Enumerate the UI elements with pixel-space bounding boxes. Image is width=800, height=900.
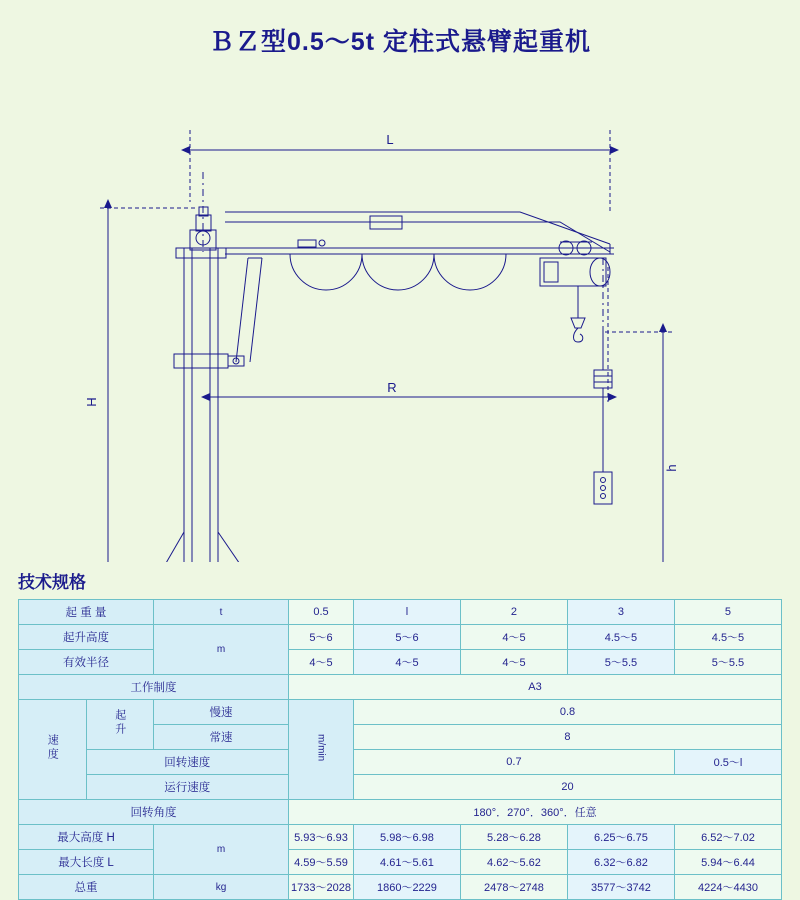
cell-value: 3: [567, 600, 674, 625]
specification-table: [18, 599, 782, 900]
cell-value: 5.28～6.28: [460, 825, 567, 850]
cell-value: 20: [353, 775, 781, 800]
cell-value: 4224～4430: [674, 875, 781, 900]
row-label: 起 重 量: [19, 600, 154, 625]
row-label: 常速: [154, 725, 289, 750]
table-row: [19, 875, 782, 900]
spec-section-title: 技术规格: [18, 573, 86, 592]
cell-value: 4～5: [353, 650, 460, 675]
cell-value: 6.32～6.82: [567, 850, 674, 875]
page-title: ＢＺ型0.5～5t 定柱式悬臂起重机: [209, 28, 591, 56]
cell-value: 4.5～5: [567, 625, 674, 650]
row-unit: m: [154, 825, 289, 875]
cell-value: 0.5～l: [674, 750, 781, 775]
dimension-label-L: L: [386, 132, 394, 147]
row-label: 总重: [19, 875, 154, 900]
cell-value: 6.25～6.75: [567, 825, 674, 850]
cell-value: 3577～3742: [567, 875, 674, 900]
cell-value: 5.98～6.98: [353, 825, 460, 850]
table-row: [19, 700, 782, 725]
table-row: [19, 825, 782, 850]
cell-value: 4.5～5: [674, 625, 781, 650]
cell-value: 180°．270°．360°．任意: [289, 800, 782, 825]
row-label: 最大长度 L: [19, 850, 154, 875]
cell-value: 0.8: [353, 700, 781, 725]
row-label: 慢速: [154, 700, 289, 725]
cell-value: 5～5.5: [674, 650, 781, 675]
table-row: [19, 600, 782, 625]
crane-diagram: [0, 62, 800, 562]
cell-value: 2: [460, 600, 567, 625]
cell-value: 6.52～7.02: [674, 825, 781, 850]
cell-value: 4.59～5.59: [289, 850, 354, 875]
cell-value: 4～5: [460, 650, 567, 675]
row-unit: [289, 700, 354, 800]
row-unit-text: m/min: [315, 734, 327, 762]
row-label: 回转角度: [19, 800, 289, 825]
row-label: 起升高度: [19, 625, 154, 650]
cell-value: 4.61～5.61: [353, 850, 460, 875]
group-label-lift: [86, 700, 154, 750]
cell-value: 0.5: [289, 600, 354, 625]
cell-value: l: [353, 600, 460, 625]
row-unit: kg: [154, 875, 289, 900]
cell-value: 5～6: [353, 625, 460, 650]
cell-value: 0.7: [353, 750, 674, 775]
row-label: 工作制度: [19, 675, 289, 700]
dimension-label-h: h: [664, 464, 679, 472]
row-label: 有效半径: [19, 650, 154, 675]
table-row: [19, 850, 782, 875]
dimension-label-H: H: [84, 397, 99, 407]
cell-value: A3: [289, 675, 782, 700]
cell-value: 5～6: [289, 625, 354, 650]
cell-value: 5: [674, 600, 781, 625]
cell-value: 4～5: [289, 650, 354, 675]
table-row: [19, 750, 782, 775]
row-label: 运行速度: [86, 775, 289, 800]
table-row: [19, 625, 782, 650]
cell-value: 2478～2748: [460, 875, 567, 900]
cell-value: 4～5: [460, 625, 567, 650]
cell-value: 5.94～6.44: [674, 850, 781, 875]
group-label-speed: [19, 700, 87, 800]
cell-value: 1860～2229: [353, 875, 460, 900]
table-row: [19, 650, 782, 675]
table-row: [19, 775, 782, 800]
dimension-label-R: R: [387, 380, 397, 395]
table-row: [19, 675, 782, 700]
group-label-speed-text: 速度: [46, 734, 59, 762]
cell-value: 5.93～6.93: [289, 825, 354, 850]
cell-value: 4.62～5.62: [460, 850, 567, 875]
cell-value: 5～5.5: [567, 650, 674, 675]
group-label-lift-text: 起升: [113, 709, 126, 737]
row-unit: m: [154, 625, 289, 675]
row-label: 最大高度 H: [19, 825, 154, 850]
row-label: 回转速度: [86, 750, 289, 775]
crane-drawing-svg: [0, 62, 800, 562]
table-row: [19, 800, 782, 825]
cell-value: 1733～2028: [289, 875, 354, 900]
cell-value: 8: [353, 725, 781, 750]
row-unit: t: [154, 600, 289, 625]
